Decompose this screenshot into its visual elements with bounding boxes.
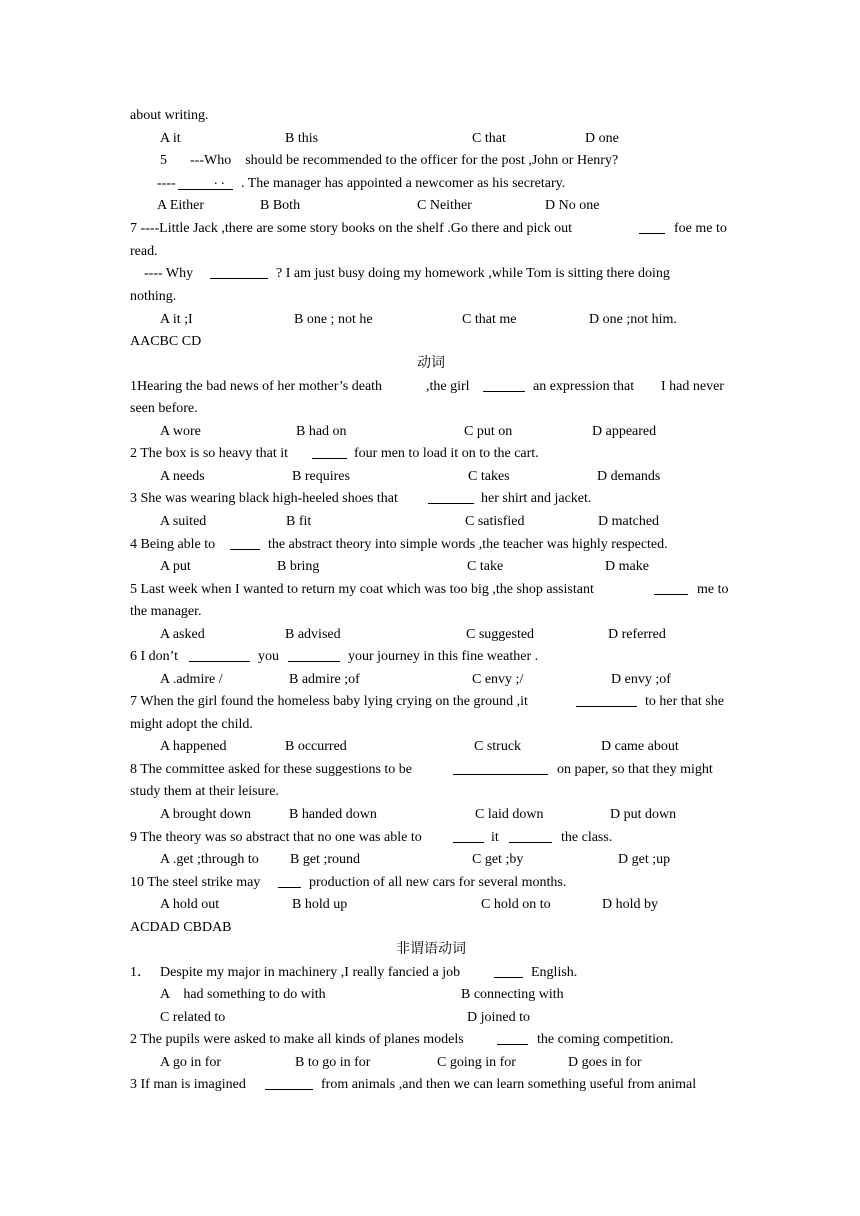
question-text: 3 She was wearing black high-heeled shoes that [130, 491, 398, 506]
answer-blank [453, 830, 484, 843]
question-text: ,the girl [426, 379, 470, 394]
answer-blank [453, 762, 548, 775]
option-c: C Neither [417, 198, 472, 213]
option-d: D hold by [602, 897, 658, 912]
answer-blank [230, 537, 260, 550]
option-c: C envy ;/ [472, 672, 524, 687]
question-text: your journey in this fine weather . [348, 649, 539, 664]
option-b: B fit [286, 514, 312, 529]
option-c: C put on [464, 424, 513, 439]
question-text: you [258, 649, 279, 664]
option-b: B bring [277, 559, 320, 574]
question-text: it [491, 830, 499, 845]
option-a: A it [160, 131, 181, 146]
option-d: D referred [608, 627, 666, 642]
option-b: B to go in for [295, 1055, 371, 1070]
option-a: A Either [157, 198, 205, 213]
option-c: C satisfied [465, 514, 525, 529]
answer-blank [189, 649, 250, 662]
question-text: an expression that [533, 379, 635, 394]
option-a: A hold out [160, 897, 220, 912]
question-text: . The manager has appointed a newcomer as his secretary. [241, 176, 566, 191]
option-b: B connecting with [461, 987, 564, 1002]
question-text: study them at their leisure. [130, 784, 279, 799]
question-text: ---- Why [144, 266, 194, 281]
question-text: the abstract theory into simple words ,the teacher was highly respected. [268, 537, 668, 552]
answer-key: ACDAD CBDAB [130, 920, 232, 935]
option-b: B admire ;of [289, 672, 360, 687]
option-b: B Both [260, 198, 301, 213]
answer-blank [494, 965, 523, 978]
option-d: D one ;not him. [589, 312, 677, 327]
option-d: D make [605, 559, 649, 574]
option-d: D one [585, 131, 619, 146]
option-d: D joined to [467, 1010, 530, 1025]
question-text: I had never [661, 379, 724, 394]
option-a: A asked [160, 627, 205, 642]
question-text: 7 ----Little Jack ,there are some story books on the shelf .Go there and pick out [130, 221, 573, 236]
answer-blank [210, 266, 268, 279]
option-c: C going in for [437, 1055, 516, 1070]
question-text: production of all new cars for several months. [309, 875, 567, 890]
answer-blank [312, 446, 347, 459]
option-d: D goes in for [568, 1055, 642, 1070]
option-b: B get ;round [290, 852, 360, 867]
option-a: A go in for [160, 1055, 222, 1070]
option-b: B had on [296, 424, 347, 439]
answer-blank [428, 491, 474, 504]
question-text: from animals ,and then we can learn something useful from animal [321, 1077, 697, 1092]
option-d: D No one [545, 198, 600, 213]
answer-blank [265, 1077, 313, 1090]
option-c: C takes [468, 469, 510, 484]
blank-dots: . . [214, 173, 225, 188]
option-d: D envy ;of [611, 672, 671, 687]
question-text: 5 Last week when I wanted to return my coat which was too big ,the shop assistant [130, 582, 594, 597]
answer-blank [639, 221, 665, 234]
option-b: B advised [285, 627, 341, 642]
question-text: me to [697, 582, 729, 597]
option-a: A wore [160, 424, 201, 439]
option-c: C laid down [475, 807, 544, 822]
question-text: 10 The steel strike may [130, 875, 261, 890]
option-b: B hold up [292, 897, 348, 912]
answer-blank [483, 379, 525, 392]
question-text: Despite my major in machinery ,I really fancied a job [160, 965, 461, 980]
question-text: 8 The committee asked for these suggestions to be [130, 762, 413, 777]
question-text: 9 The theory was so abstract that no one was able to [130, 830, 422, 845]
question-text: the manager. [130, 604, 202, 619]
option-c: C struck [474, 739, 522, 754]
option-c: C get ;by [472, 852, 524, 867]
question-number: 5 [160, 153, 167, 168]
question-text: four men to load it on to the cart. [354, 446, 539, 461]
answer-blank [497, 1032, 528, 1045]
option-b: B one ; not he [294, 312, 373, 327]
option-b: B this [285, 131, 319, 146]
option-a: A it ;I [160, 312, 193, 327]
question-text: 1Hearing the bad news of her mother’s death [130, 379, 383, 394]
answer-blank [178, 175, 233, 190]
option-d: D appeared [592, 424, 657, 439]
question-text: 4 Being able to [130, 537, 216, 552]
option-d: D matched [598, 514, 660, 529]
option-b: B handed down [289, 807, 377, 822]
answer-blank [278, 875, 301, 888]
option-d: D came about [601, 739, 679, 754]
option-a: A suited [160, 514, 207, 529]
question-text: ---Who should be recommended to the officer for the post ,John or Henry? [190, 153, 619, 168]
option-b: B requires [292, 469, 350, 484]
text-line: about writing. [130, 108, 209, 123]
answer-key: AACBC CD [130, 334, 202, 349]
option-c: C hold on to [481, 897, 551, 912]
answer-blank [576, 694, 637, 707]
section-title: 非谓语动词 [396, 942, 466, 957]
option-c: C suggested [466, 627, 535, 642]
question-text: 3 If man is imagined [130, 1077, 246, 1092]
answer-blank [288, 649, 340, 662]
question-text: to her that she [645, 694, 724, 709]
question-text: the coming competition. [537, 1032, 674, 1047]
option-b: B occurred [285, 739, 347, 754]
question-text: the class. [561, 830, 613, 845]
answer-blank [509, 830, 552, 843]
section-title: 动词 [417, 356, 445, 371]
option-a: A .admire / [160, 672, 223, 687]
question-text: foe me to [674, 221, 727, 236]
question-text: nothing. [130, 289, 177, 304]
option-c: C that [472, 131, 506, 146]
question-text: 2 The box is so heavy that it [130, 446, 288, 461]
question-text: 6 I don’t [130, 649, 178, 664]
answer-dash: ---- [157, 176, 176, 191]
question-number: 1． [130, 965, 151, 980]
option-a: A put [160, 559, 191, 574]
question-text: her shirt and jacket. [481, 491, 592, 506]
question-text: seen before. [130, 401, 198, 416]
option-a: A .get ;through to [160, 852, 259, 867]
option-a: A needs [160, 469, 205, 484]
answer-blank [654, 582, 688, 595]
option-a: A had something to do with [160, 987, 326, 1002]
question-text: 2 The pupils were asked to make all kinds of planes models [130, 1032, 464, 1047]
option-a: A happened [160, 739, 227, 754]
question-text: 7 When the girl found the homeless baby lying crying on the ground ,it [130, 694, 528, 709]
question-text: on paper, so that they might [557, 762, 713, 777]
question-text: ? I am just busy doing my homework ,while Tom is sitting there doing [276, 266, 670, 281]
question-text: read. [130, 244, 158, 259]
question-text: English. [531, 965, 578, 980]
option-d: D demands [597, 469, 661, 484]
option-c: C related to [160, 1010, 226, 1025]
question-text: might adopt the child. [130, 717, 253, 732]
option-d: D get ;up [618, 852, 671, 867]
option-d: D put down [610, 807, 677, 822]
option-a: A brought down [160, 807, 251, 822]
option-c: C that me [462, 312, 517, 327]
option-c: C take [467, 559, 504, 574]
